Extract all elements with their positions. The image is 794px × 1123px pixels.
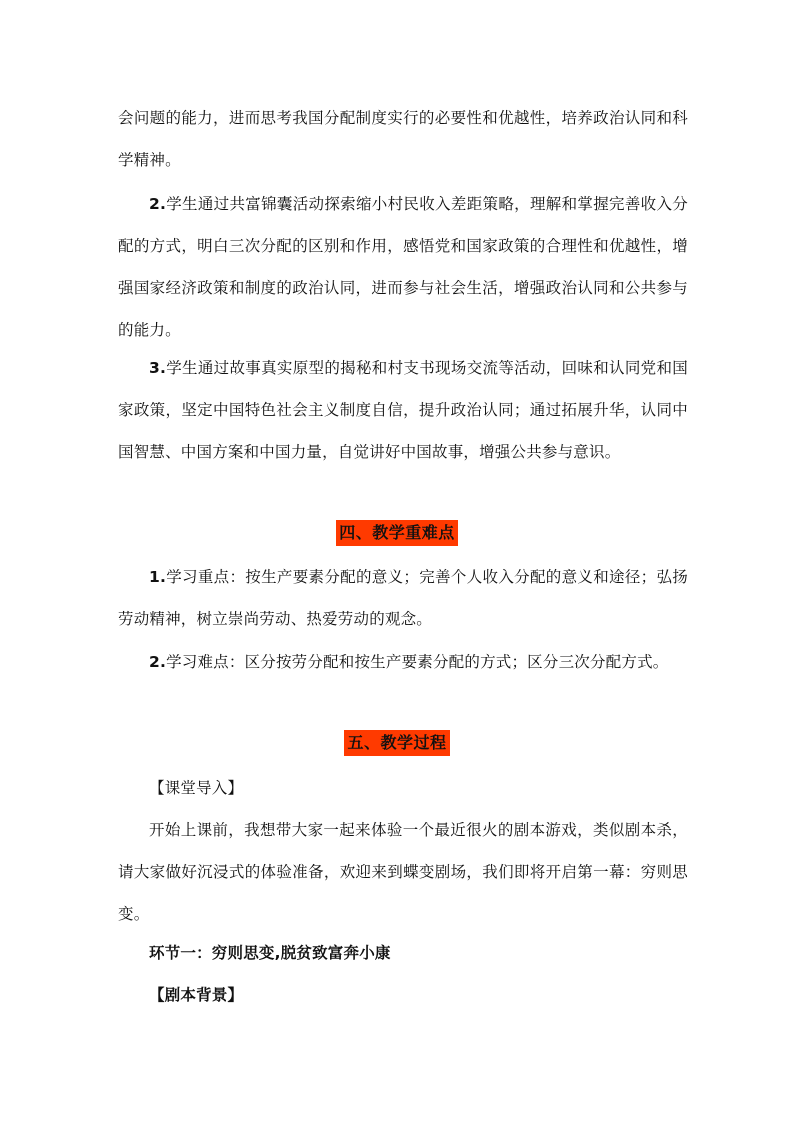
section-heading-4 (0, 520, 794, 546)
paragraph-text: 学生通过故事真实原型的揭秘和村支书现场交流等活动，回味和认同党和国家政策，坚定中国特色社会主义制度自信，提升政治认同；通过拓展升华，认同中国智慧、中国方案和中国力量，自觉讲好中国故事，增强公共参与意识。 (118, 359, 688, 461)
paragraph-text: 开始上课前，我想带大家一起来体验一个最近很火的剧本游戏，类似剧本杀，请大家做好沉浸式的体验准备，欢迎来到蝶变剧场，我们即将开启第一幕：穷则思变。 (118, 821, 688, 923)
section-heading-label: 五、教学过程 (344, 730, 449, 756)
item-number: 3. (149, 359, 167, 377)
paragraph-class-intro (118, 809, 688, 935)
paragraph-script-background (118, 974, 688, 1016)
paragraph-text: 【课堂导入】 (149, 779, 244, 797)
paragraph-objective-1-continued (118, 97, 688, 181)
paragraph-difficult-points (118, 641, 688, 683)
paragraph-text: 会问题的能力，进而思考我国分配制度实行的必要性和优越性，培养政治认同和科学精神。 (118, 109, 688, 169)
paragraph-text: 学生通过共富锦囊活动探索缩小村民收入差距策略，理解和掌握完善收入分配的方式，明白三次分配的区别和作用，感悟党和国家政策的合理性和优越性，增强国家经济政策和制度的政治认同，进而参与社会生活，增强政治认同和公共参与的能力。 (118, 195, 688, 339)
paragraph-objective-2 (118, 183, 688, 351)
paragraph-text: 学习重点：按生产要素分配的意义；完善个人收入分配的意义和途径；弘扬劳动精神，树立崇尚劳动、热爱劳动的观念。 (118, 568, 688, 628)
paragraph-stage-1-title (118, 932, 688, 974)
paragraph-text: 【剧本背景】 (149, 986, 244, 1004)
item-number: 2. (149, 195, 167, 213)
paragraph-key-points (118, 556, 688, 640)
paragraph-objective-3 (118, 347, 688, 473)
item-number: 2. (149, 653, 167, 671)
section-heading-5 (0, 730, 794, 756)
paragraph-text: 学习难点：区分按劳分配和按生产要素分配的方式；区分三次分配方式。 (166, 653, 669, 671)
paragraph-text: 环节一：穷则思变,脱贫致富奔小康 (149, 944, 391, 962)
item-number: 1. (149, 568, 167, 586)
section-heading-label: 四、教学重难点 (336, 520, 458, 546)
paragraph-class-intro-label (118, 767, 688, 809)
